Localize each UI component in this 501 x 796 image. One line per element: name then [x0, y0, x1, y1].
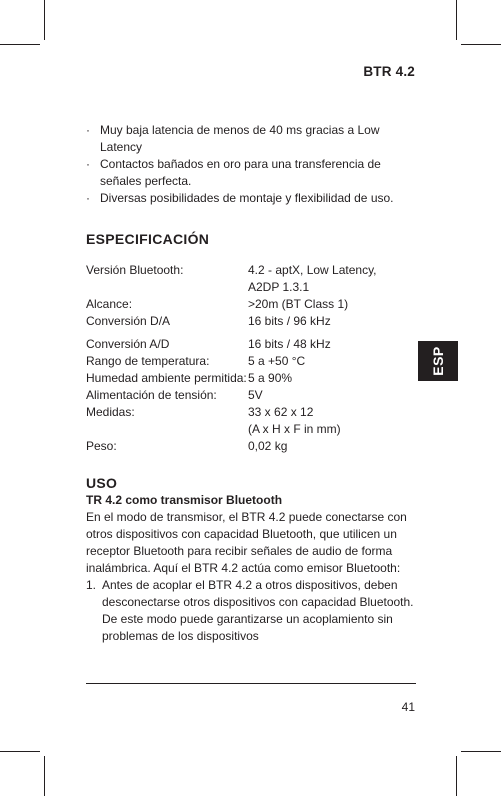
spec-value: 16 bits / 96 kHz: [248, 314, 331, 328]
crop-mark: [0, 751, 40, 752]
crop-mark: [456, 0, 457, 40]
spec-row: [86, 404, 421, 438]
spec-row: [86, 387, 421, 404]
spec-value: 5 a +50 °C: [248, 354, 306, 368]
spec-label: Conversión D/A: [86, 314, 171, 328]
spec-table: [86, 262, 421, 455]
spec-value: 5 a 90%: [248, 371, 293, 385]
crop-mark: [461, 751, 501, 752]
spec-row: [86, 353, 421, 370]
language-tab: [418, 341, 458, 381]
list-item: · Diversas posibilidades de montaje y flexibilidad de uso.: [86, 190, 421, 207]
spec-label: Medidas:: [86, 405, 135, 419]
spec-value: 16 bits / 48 kHz: [248, 337, 331, 351]
spec-label: Humedad ambiente permitida:: [86, 371, 247, 385]
crop-mark: [456, 756, 457, 796]
crop-mark: [461, 44, 501, 45]
spec-value: [248, 404, 421, 438]
crop-mark: [44, 0, 45, 40]
list-item: [86, 577, 421, 645]
spec-value-line: (A x H x F in mm): [248, 422, 341, 436]
crop-mark: [44, 756, 45, 796]
spec-value: >20m (BT Class 1): [248, 297, 349, 311]
spec-row: [86, 438, 421, 455]
page-number: 41: [401, 700, 415, 714]
feature-list: [86, 122, 421, 207]
spec-label: Rango de temperatura:: [86, 354, 210, 368]
spec-label: Peso:: [86, 439, 117, 453]
page-content: [86, 122, 421, 645]
uso-intro-paragraph: En el modo de transmisor, el BTR 4.2 puede conectarse con otros dispositivos con capacidad Bluetooth, que utilicen un receptor Bluetooth para recibir señales de audio de forma inalámbrica. Aquí el BTR 4.2 actúa como emisor Bluetooth:: [86, 510, 407, 575]
spec-label: Alcance:: [86, 297, 133, 311]
spec-row: [86, 262, 421, 296]
step-number: 1.: [86, 578, 97, 592]
crop-mark: [0, 44, 40, 45]
page-header-model: BTR 4.2: [363, 64, 415, 79]
spec-row: [86, 313, 421, 330]
spec-value: [248, 262, 421, 296]
spec-value-line: 33 x 62 x 12: [248, 405, 314, 419]
spec-value: 5V: [248, 388, 263, 402]
spec-value-line: 4.2 - aptX, Low Latency,: [248, 263, 377, 277]
spec-label: Alimentación de tensión:: [86, 388, 217, 402]
spec-row: [86, 370, 421, 387]
list-item: · Muy baja latencia de menos de 40 ms gracias a Low Latency: [86, 122, 421, 156]
list-item: · Contactos bañados en oro para una transferencia de señales perfecta.: [86, 156, 421, 190]
spec-row: [86, 336, 421, 353]
spec-value: 0,02 kg: [248, 439, 288, 453]
spec-label: Versión Bluetooth:: [86, 263, 184, 277]
footer-divider: [86, 683, 416, 684]
spec-value-line: A2DP 1.3.1: [248, 280, 310, 294]
spec-row: [86, 296, 421, 313]
step-text: Antes de acoplar el BTR 4.2 a otros dispositivos, deben desconectarse otros dispositivos con capacidad Bluetooth. De este modo puede garantizarse un acoplamiento sin problemas de los dispositivos: [102, 578, 414, 643]
spec-label: Conversión A/D: [86, 337, 170, 351]
uso-subheading: TR 4.2 como transmisor Bluetooth: [86, 493, 283, 507]
uso-heading: USO: [86, 475, 118, 491]
language-tab-label: ESP: [429, 346, 446, 376]
spec-heading: ESPECIFICACIÓN: [86, 231, 210, 247]
uso-steps: [86, 577, 421, 645]
